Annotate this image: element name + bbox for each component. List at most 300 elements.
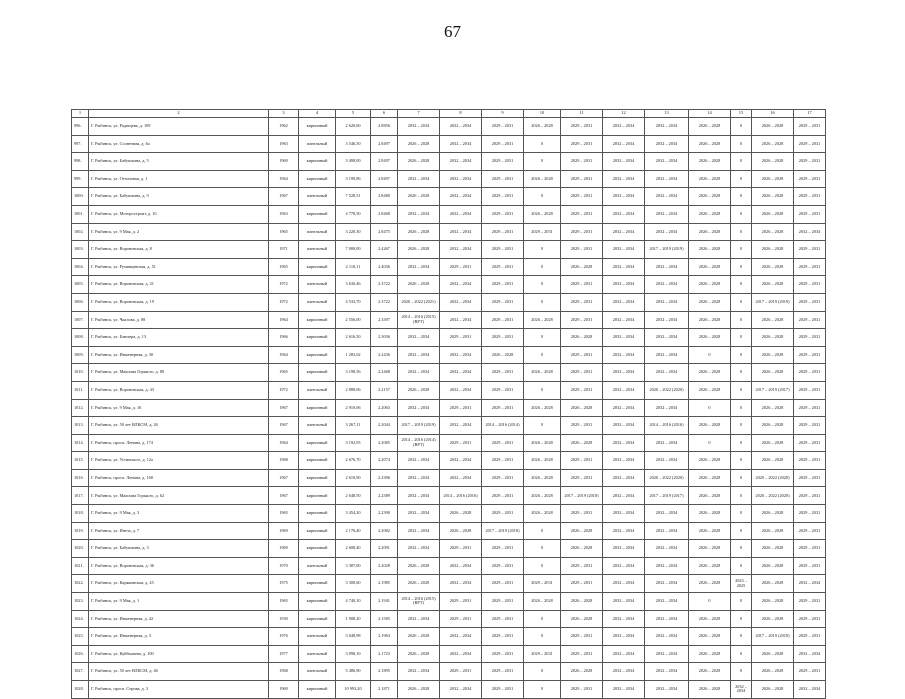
cell-period-col13: 2032 – 2034 — [645, 663, 689, 681]
cell-period-col9: 2029 – 2031 — [482, 118, 524, 136]
cell-row-number: 1000. — [72, 188, 89, 206]
cell-row-number: 1003. — [72, 241, 89, 259]
cell-period-col16: 2026 – 2028 — [752, 346, 794, 364]
cell-wall-material: панельный — [299, 276, 336, 294]
cell-period-col7: 2026 – 2028 — [398, 575, 440, 593]
cell-period-col13: 2032 – 2034 — [645, 170, 689, 188]
column-header-8: 8 — [440, 110, 482, 118]
cell-period-col13: 2032 – 2034 — [645, 540, 689, 558]
cell-period-col12: 2032 – 2034 — [603, 663, 645, 681]
cell-address: Г. Рыбинск, просп. Серова, д. 3 — [89, 681, 269, 699]
cell-address: Г. Рыбинск, просп. Ленина, д. 168 — [89, 469, 269, 487]
cell-row-number: 1013. — [72, 417, 89, 435]
cell-wall-material: кирпичный — [299, 346, 336, 364]
cell-period-col14: 2026 – 2028 — [689, 311, 731, 329]
cell-period-col10: 0 — [524, 381, 561, 399]
cell-address: Г. Рыбинск, ул. Вороновская, д. 8 — [89, 241, 269, 259]
cell-period-col12: 2032 – 2034 — [603, 575, 645, 593]
page-number: 67 — [444, 22, 461, 41]
cell-wall-material: панельный — [299, 663, 336, 681]
cell-period-col8: 2032 – 2034 — [440, 223, 482, 241]
cell-period-col11: 2029 – 2031 — [561, 417, 603, 435]
cell-period-col11: 2026 – 2028 — [561, 522, 603, 540]
column-header-4: 4 — [299, 110, 336, 118]
cell-build-year: 1963 — [269, 135, 299, 153]
cell-period-col17: 2029 – 2031 — [794, 663, 826, 681]
cell-period-col10: 2026 – 2028 — [524, 593, 561, 611]
cell-wall-material: кирпичный — [299, 364, 336, 382]
cell-period-col8: 2029 – 2031 — [440, 329, 482, 347]
table-row — [72, 364, 826, 382]
cell-period-col11: 2026 – 2028 — [561, 593, 603, 611]
cell-row-number: 1012. — [72, 399, 89, 417]
cell-row-number: 1006. — [72, 293, 89, 311]
cell-period-col10: 0 — [524, 153, 561, 171]
cell-period-col15: 0 — [731, 276, 752, 294]
cell-period-col9: 2029 – 2031 — [482, 645, 524, 663]
cell-row-number: 1008. — [72, 329, 89, 347]
cell-period-col13: 2032 – 2034 — [645, 188, 689, 206]
cell-period-col11: 2029 – 2031 — [561, 346, 603, 364]
cell-period-col7: 2032 – 2034 — [398, 522, 440, 540]
cell-period-col13: 2017 – 2019 (2019) — [645, 241, 689, 259]
table-row — [72, 346, 826, 364]
cell-period-col8: 2032 – 2034 — [440, 381, 482, 399]
cell-build-year: 1971 — [269, 241, 299, 259]
cell-build-year: 1967 — [269, 417, 299, 435]
cell-period-col10: 2026 – 2028 — [524, 469, 561, 487]
cell-period-col15: 0 — [731, 663, 752, 681]
cell-period-col12: 2032 – 2034 — [603, 153, 645, 171]
cell-period-col13: 2032 – 2034 — [645, 522, 689, 540]
cell-period-col10: 2026 – 2028 — [524, 170, 561, 188]
cell-period-col8: 2032 – 2034 — [440, 628, 482, 646]
cell-period-col15: 0 — [731, 223, 752, 241]
cell-area: 3 220,30 — [336, 223, 371, 241]
cell-period-col16: 2026 – 2028 — [752, 170, 794, 188]
cell-period-col7: 2026 – 2028 — [398, 153, 440, 171]
cell-period-col7: 2026 – 2028 — [398, 241, 440, 259]
cell-period-col16: 2026 – 2028 — [752, 188, 794, 206]
table-row — [72, 118, 826, 136]
cell-period-col13: 2020 – 2022 (2020) — [645, 469, 689, 487]
cell-address: Г. Рыбинск, просп. Ленина, д. 174 — [89, 434, 269, 452]
cell-index: 2.8468 — [371, 205, 398, 223]
cell-period-col17: 2029 – 2031 — [794, 593, 826, 611]
cell-area: 2 620,60 — [336, 118, 371, 136]
cell-area: 2 556,00 — [336, 311, 371, 329]
cell-row-number: 1009. — [72, 346, 89, 364]
cell-index: 2.2390 — [371, 505, 398, 523]
cell-area: 2 608,40 — [336, 540, 371, 558]
cell-build-year: 1972 — [269, 293, 299, 311]
cell-address: Г. Рыбинск, ул. 9 Мая, д. 2 — [89, 223, 269, 241]
cell-period-col15: 0 — [731, 293, 752, 311]
cell-period-col8: 2029 – 2031 — [440, 434, 482, 452]
cell-index: 2.1585 — [371, 610, 398, 628]
cell-period-col8: 2032 – 2034 — [440, 645, 482, 663]
cell-period-col9: 2029 – 2031 — [482, 557, 524, 575]
cell-period-col12: 2032 – 2034 — [603, 593, 645, 611]
cell-period-col17: 2029 – 2031 — [794, 258, 826, 276]
cell-build-year: 1976 — [269, 628, 299, 646]
cell-period-col8: 2032 – 2034 — [440, 135, 482, 153]
cell-period-col12: 2032 – 2034 — [603, 223, 645, 241]
cell-period-col8: 2029 – 2031 — [440, 399, 482, 417]
cell-period-col7: 2026 – 2028 — [398, 645, 440, 663]
cell-period-col7: 2026 – 2028 — [398, 628, 440, 646]
cell-address: Г. Рыбинск, ул. 9 Мая, д. 1 — [89, 593, 269, 611]
table-row — [72, 399, 826, 417]
table-row — [72, 487, 826, 505]
cell-period-col13: 2032 – 2034 — [645, 364, 689, 382]
cell-period-col9: 2029 – 2031 — [482, 575, 524, 593]
cell-address: Г. Рыбинск, ул. Вороновская, д. 21 — [89, 276, 269, 294]
cell-address: Г. Рыбинск, ул. Радищева, д. 109 — [89, 118, 269, 136]
cell-period-col12: 2032 – 2034 — [603, 188, 645, 206]
cell-period-col8: 2032 – 2034 — [440, 276, 482, 294]
cell-period-col13: 2032 – 2034 — [645, 575, 689, 593]
cell-address: Г. Рыбинск, ул. Бабушкина, д. 5 — [89, 153, 269, 171]
cell-period-col12: 2032 – 2034 — [603, 610, 645, 628]
cell-period-col9: 2029 – 2031 — [482, 364, 524, 382]
cell-period-col13: 2032 – 2034 — [645, 645, 689, 663]
cell-address: Г. Рыбинск, ул. Вороновская, д. 36 — [89, 557, 269, 575]
cell-period-col8: 2032 – 2034 — [440, 188, 482, 206]
cell-period-col10: 2026 – 2028 — [524, 311, 561, 329]
cell-index: 2.4267 — [371, 241, 398, 259]
cell-wall-material: кирпичный — [299, 487, 336, 505]
cell-period-col10: 0 — [524, 681, 561, 699]
cell-period-col14: 2026 – 2028 — [689, 505, 731, 523]
cell-index: 2.2082 — [371, 522, 398, 540]
cell-period-col16: 2026 – 2028 — [752, 610, 794, 628]
cell-row-number: 1001. — [72, 205, 89, 223]
cell-build-year: 1969 — [269, 153, 299, 171]
cell-build-year: 1965 — [269, 593, 299, 611]
cell-index: 2.1895 — [371, 663, 398, 681]
cell-period-col16: 2026 – 2028 — [752, 540, 794, 558]
cell-address: Г. Рыбинск, ул. Максима Горького, д. 80 — [89, 364, 269, 382]
cell-row-number: 1010. — [72, 364, 89, 382]
cell-row-number: 1025. — [72, 628, 89, 646]
cell-period-col15: 0 — [731, 118, 752, 136]
table-row — [72, 241, 826, 259]
cell-index: 2.2028 — [371, 557, 398, 575]
cell-period-col17: 2029 – 2031 — [794, 364, 826, 382]
cell-period-col9: 2029 – 2031 — [482, 170, 524, 188]
cell-period-col10: 0 — [524, 610, 561, 628]
cell-wall-material: кирпичный — [299, 399, 336, 417]
cell-build-year: 1962 — [269, 118, 299, 136]
cell-period-col14: 2026 – 2028 — [689, 241, 731, 259]
cell-period-col15: 0 — [731, 153, 752, 171]
cell-index: 2.8497 — [371, 135, 398, 153]
cell-build-year: 1965 — [269, 505, 299, 523]
cell-period-col17: 2029 – 2031 — [794, 118, 826, 136]
cell-period-col11: 2029 – 2031 — [561, 681, 603, 699]
cell-period-col8: 2032 – 2034 — [440, 205, 482, 223]
cell-period-col12: 2032 – 2034 — [603, 241, 645, 259]
cell-period-col10: 0 — [524, 540, 561, 558]
cell-build-year: 1964 — [269, 434, 299, 452]
cell-period-col8: 2032 – 2034 — [440, 557, 482, 575]
cell-index: 2.8497 — [371, 170, 398, 188]
cell-index: 2.2468 — [371, 364, 398, 382]
cell-period-col14: 2026 – 2028 — [689, 645, 731, 663]
cell-period-col12: 2032 – 2034 — [603, 258, 645, 276]
cell-period-col13: 2032 – 2034 — [645, 153, 689, 171]
table-row — [72, 681, 826, 699]
cell-period-col10: 0 — [524, 276, 561, 294]
cell-period-col17: 2029 – 2031 — [794, 135, 826, 153]
cell-period-col12: 2032 – 2034 — [603, 469, 645, 487]
table-row — [72, 311, 826, 329]
cell-area: 3 198,56 — [336, 364, 371, 382]
cell-address: Г. Рыбинск, ул. Моторостроит, д. 10 — [89, 205, 269, 223]
cell-period-col8: 2026 – 2028 — [440, 505, 482, 523]
cell-period-col9: 2029 – 2031 — [482, 593, 524, 611]
cell-build-year: 1964 — [269, 346, 299, 364]
cell-period-col12: 2032 – 2034 — [603, 329, 645, 347]
cell-period-col17: 2032 – 2034 — [794, 223, 826, 241]
cell-period-col15: 0 — [731, 557, 752, 575]
cell-period-col16: 2020 – 2022 (2020) — [752, 469, 794, 487]
cell-row-number: 997. — [72, 135, 89, 153]
cell-period-col16: 2026 – 2028 — [752, 135, 794, 153]
cell-area: 10 993,20 — [336, 681, 371, 699]
cell-period-col8: 2032 – 2034 — [440, 417, 482, 435]
cell-address: Г. Рыбинск, ул. Устинского, д. 12а — [89, 452, 269, 470]
cell-period-col14: 2026 – 2028 — [689, 575, 731, 593]
column-header-11: 11 — [561, 110, 603, 118]
cell-address: Г. Рыбинск, ул. Инженерная, д. 42 — [89, 610, 269, 628]
cell-period-col15: 0 — [731, 469, 752, 487]
cell-index: 2.2044 — [371, 417, 398, 435]
cell-period-col12: 2032 – 2034 — [603, 557, 645, 575]
cell-period-col14: 2026 – 2028 — [689, 522, 731, 540]
cell-period-col17: 2029 – 2031 — [794, 522, 826, 540]
cell-period-col13: 2032 – 2034 — [645, 434, 689, 452]
cell-period-col7: 2032 – 2034 — [398, 505, 440, 523]
cell-period-col14: 2026 – 2028 — [689, 681, 731, 699]
cell-period-col10: 2029 – 2031 — [524, 223, 561, 241]
cell-period-col9: 2029 – 2031 — [482, 610, 524, 628]
cell-period-col11: 2026 – 2028 — [561, 434, 603, 452]
cell-period-col7: 2020 – 2022 (2021) — [398, 293, 440, 311]
cell-period-col16: 2026 – 2028 — [752, 241, 794, 259]
table-row — [72, 540, 826, 558]
cell-period-col15: 0 — [731, 522, 752, 540]
table-row — [72, 522, 826, 540]
cell-period-col9: 2029 – 2031 — [482, 329, 524, 347]
cell-period-col7: 2032 – 2034 — [398, 540, 440, 558]
cell-row-number: 1014. — [72, 434, 89, 452]
cell-period-col10: 2026 – 2028 — [524, 399, 561, 417]
column-header-7: 7 — [398, 110, 440, 118]
cell-period-col11: 2026 – 2028 — [561, 610, 603, 628]
cell-period-col14: 2026 – 2028 — [689, 452, 731, 470]
cell-period-col11: 2026 – 2028 — [561, 329, 603, 347]
cell-address: Г. Рыбинск, ул. Вороновская, д. 19 — [89, 293, 269, 311]
cell-period-col13: 2032 – 2034 — [645, 681, 689, 699]
cell-period-col8: 2029 – 2031 — [440, 663, 482, 681]
cell-period-col17: 2029 – 2031 — [794, 417, 826, 435]
table-row — [72, 135, 826, 153]
cell-address: Г. Рыбинск, ул. 50 лет ВЛКСМ, д. 26 — [89, 417, 269, 435]
table-row — [72, 575, 826, 593]
cell-period-col14: 2026 – 2028 — [689, 540, 731, 558]
cell-period-col12: 2032 – 2034 — [603, 452, 645, 470]
cell-index: 2.2157 — [371, 381, 398, 399]
cell-period-col17: 2029 – 2031 — [794, 170, 826, 188]
cell-address: Г. Рыбинск, ул. Инженерная, д. 3 — [89, 628, 269, 646]
cell-period-col9: 2026 – 2028 — [482, 346, 524, 364]
cell-period-col7: 2032 – 2034 — [398, 487, 440, 505]
cell-address: Г. Рыбинск, ул. Солнечная, д. 6а — [89, 135, 269, 153]
cell-area: 7 528,51 — [336, 188, 371, 206]
cell-period-col16: 2026 – 2028 — [752, 153, 794, 171]
cell-index: 2.3722 — [371, 276, 398, 294]
cell-build-year: 1966 — [269, 329, 299, 347]
cell-address: Г. Рыбинск, ул. 50 лет ВЛКСМ, д. 46 — [89, 663, 269, 681]
cell-period-col10: 2029 – 2031 — [524, 645, 561, 663]
cell-period-col7: 2032 – 2034 — [398, 258, 440, 276]
cell-period-col9: 2029 – 2031 — [482, 452, 524, 470]
cell-period-col15: 0 — [731, 593, 752, 611]
cell-build-year: 1965 — [269, 364, 299, 382]
cell-area: 3 630,46 — [336, 276, 371, 294]
cell-period-col14: 2026 – 2028 — [689, 417, 731, 435]
cell-period-col11: 2029 – 2031 — [561, 628, 603, 646]
cell-area: 1 283,02 — [336, 346, 371, 364]
cell-period-col12: 2032 – 2034 — [603, 293, 645, 311]
cell-row-number: 1002. — [72, 223, 89, 241]
cell-period-col12: 2032 – 2034 — [603, 170, 645, 188]
cell-period-col17: 2029 – 2031 — [794, 188, 826, 206]
cell-period-col15: 0 — [731, 364, 752, 382]
cell-period-col10: 2026 – 2028 — [524, 452, 561, 470]
cell-period-col16: 2017 – 2019 (2018) — [752, 628, 794, 646]
cell-row-number: 1004. — [72, 258, 89, 276]
cell-row-number: 1023. — [72, 593, 89, 611]
column-header-17: 17 — [794, 110, 826, 118]
cell-row-number: 998. — [72, 153, 89, 171]
cell-wall-material: панельный — [299, 135, 336, 153]
cell-period-col8: 2032 – 2034 — [440, 153, 482, 171]
cell-period-col15: 0 — [731, 381, 752, 399]
cell-period-col13: 2017 – 2019 (2017) — [645, 487, 689, 505]
table-row — [72, 557, 826, 575]
cell-index: 2.2091 — [371, 540, 398, 558]
cell-period-col17: 2029 – 2031 — [794, 381, 826, 399]
cell-period-col16: 2026 – 2028 — [752, 505, 794, 523]
cell-period-col15: 0 — [731, 434, 752, 452]
cell-period-col12: 2032 – 2034 — [603, 628, 645, 646]
cell-address: Г. Рыбинск, ул. 9 Мая, д. 3 — [89, 505, 269, 523]
cell-period-col11: 2029 – 2031 — [561, 135, 603, 153]
cell-period-col16: 2026 – 2028 — [752, 663, 794, 681]
cell-period-col13: 2032 – 2034 — [645, 505, 689, 523]
cell-wall-material: кирпичный — [299, 118, 336, 136]
cell-period-col14: 2026 – 2028 — [689, 487, 731, 505]
cell-period-col16: 2017 – 2019 (2017) — [752, 381, 794, 399]
cell-period-col15: 0 — [731, 452, 752, 470]
cell-wall-material: панельный — [299, 417, 336, 435]
cell-period-col11: 2029 – 2031 — [561, 170, 603, 188]
cell-period-col7: 2026 – 2028 — [398, 276, 440, 294]
cell-period-col15: 0 — [731, 188, 752, 206]
cell-period-col17: 2032 – 2034 — [794, 575, 826, 593]
cell-period-col13: 2032 – 2034 — [645, 223, 689, 241]
cell-area: 3 498,00 — [336, 153, 371, 171]
cell-period-col8: 2032 – 2034 — [440, 452, 482, 470]
cell-period-col11: 2026 – 2028 — [561, 399, 603, 417]
table-row — [72, 258, 826, 276]
cell-period-col9: 2029 – 2031 — [482, 276, 524, 294]
table-row — [72, 293, 826, 311]
cell-period-col9: 2029 – 2031 — [482, 188, 524, 206]
column-header-1: 1 — [72, 110, 89, 118]
cell-period-col15: 0 — [731, 505, 752, 523]
cell-row-number: 1026. — [72, 645, 89, 663]
table-row — [72, 663, 826, 681]
cell-period-col16: 2026 – 2028 — [752, 364, 794, 382]
cell-row-number: 1015. — [72, 452, 89, 470]
cell-wall-material: кирпичный — [299, 593, 336, 611]
cell-address: Г. Рыбинск, ул. Блюхера, д. 13 — [89, 329, 269, 347]
cell-row-number: 1027. — [72, 663, 89, 681]
cell-period-col9: 2029 – 2031 — [482, 223, 524, 241]
cell-period-col8: 2032 – 2034 — [440, 346, 482, 364]
header-row — [72, 110, 826, 118]
cell-area: 2 176,40 — [336, 522, 371, 540]
cell-period-col10: 0 — [524, 293, 561, 311]
cell-build-year: 1965 — [269, 258, 299, 276]
cell-period-col9: 2029 – 2031 — [482, 293, 524, 311]
cell-period-col10: 2026 – 2028 — [524, 118, 561, 136]
cell-period-col9: 2029 – 2031 — [482, 153, 524, 171]
cell-period-col17: 2029 – 2031 — [794, 329, 826, 347]
cell-wall-material: кирпичный — [299, 434, 336, 452]
cell-period-col15: 0 — [731, 346, 752, 364]
cell-period-col8: 2032 – 2034 — [440, 293, 482, 311]
cell-period-col14: 2026 – 2028 — [689, 628, 731, 646]
cell-period-col13: 2032 – 2034 — [645, 135, 689, 153]
cell-index: 2.1941 — [371, 593, 398, 611]
cell-period-col13: 2032 – 2034 — [645, 628, 689, 646]
cell-period-col16: 2026 – 2028 — [752, 452, 794, 470]
cell-period-col12: 2032 – 2034 — [603, 311, 645, 329]
cell-index: 2.1985 — [371, 575, 398, 593]
cell-period-col10: 2026 – 2028 — [524, 205, 561, 223]
cell-period-col8: 2029 – 2031 — [440, 593, 482, 611]
cell-period-col9: 2014 – 2016 (2014) — [482, 417, 524, 435]
cell-period-col16: 2026 – 2028 — [752, 118, 794, 136]
cell-build-year: 1969 — [269, 522, 299, 540]
table-row — [72, 610, 826, 628]
cell-period-col8: 2014 – 2016 (2016) — [440, 487, 482, 505]
cell-period-col11: 2029 – 2031 — [561, 364, 603, 382]
cell-period-col15: 0 — [731, 329, 752, 347]
column-header-14: 14 — [689, 110, 731, 118]
cell-period-col7: 2032 – 2034 — [398, 610, 440, 628]
column-header-12: 12 — [603, 110, 645, 118]
cell-period-col10: 0 — [524, 557, 561, 575]
cell-period-col9: 2017 – 2019 (2018) — [482, 522, 524, 540]
column-header-5: 5 — [336, 110, 371, 118]
cell-period-col17: 2029 – 2031 — [794, 205, 826, 223]
